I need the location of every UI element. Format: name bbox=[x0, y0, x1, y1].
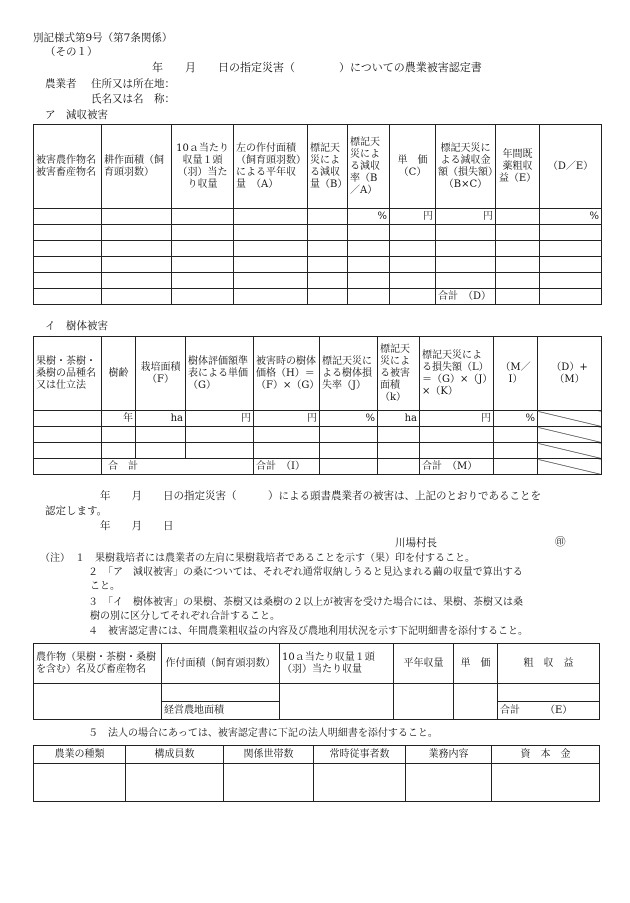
form-number: 別記様式第9号（第7条関係） bbox=[33, 32, 173, 44]
header-row bbox=[34, 125, 602, 209]
corporation-detail-table bbox=[33, 745, 600, 802]
total-label: 合 計 bbox=[102, 459, 254, 475]
header-cell: 構成員数 bbox=[126, 746, 224, 764]
total-row bbox=[34, 289, 602, 305]
header-cell: 業務内容 bbox=[406, 746, 492, 764]
header-cell: 農作物（果樹・茶樹・桑樹を含む）名及び畜産物名 bbox=[34, 644, 162, 684]
address-label: 住所又は所在地： bbox=[91, 78, 175, 90]
unit-cell: % bbox=[320, 411, 378, 427]
notes-label: （注） bbox=[40, 553, 70, 564]
header-cell: 標記天災による損失額（L）＝（G）×（J）×（K） bbox=[420, 337, 494, 411]
header-cell: 果樹・茶樹・桑樹の品種名又は仕立法 bbox=[34, 337, 102, 411]
unit-cell: 円 bbox=[254, 411, 320, 427]
farmland-area-label: 経営農地面積 bbox=[162, 702, 280, 720]
farmer-label: 農業者 bbox=[45, 78, 77, 90]
note-4: ４ 被害認定書には、年間農業粗収益の内容及び農地利用状況を示す下記明細書を添付すること。 bbox=[88, 626, 528, 637]
header-row bbox=[34, 337, 602, 411]
header-row bbox=[34, 644, 600, 684]
header-cell: 農業の種類 bbox=[34, 746, 126, 764]
note-2-cont: こと。 bbox=[90, 581, 120, 592]
seal-mark: ㊞ bbox=[555, 536, 566, 548]
unit-cell: 円 bbox=[186, 411, 254, 427]
header-cell: 資 本 金 bbox=[492, 746, 600, 764]
header-cell: 被害時の樹体価格（H）＝（F）×（G） bbox=[254, 337, 320, 411]
header-cell: （D／E） bbox=[540, 125, 602, 209]
header-cell: 作付面積（飼育頭羽数） bbox=[162, 644, 280, 684]
header-cell: 単 価（C） bbox=[390, 125, 436, 209]
unit-cell: 円 bbox=[390, 209, 436, 225]
note-3-cont: 樹の別に区分してそれぞれ合計すること。 bbox=[90, 611, 280, 622]
header-cell: （D）+（M） bbox=[538, 337, 602, 411]
header-cell: 平年収量 bbox=[394, 644, 454, 684]
header-cell: 被害農作物名被害畜産物名 bbox=[34, 125, 102, 209]
income-detail-table bbox=[33, 643, 600, 720]
table-row bbox=[34, 427, 602, 443]
diagonal-cell bbox=[538, 443, 602, 459]
table-row bbox=[34, 273, 602, 289]
note-1: １ 果樹栽培者には農業者の左肩に果樹栽培者であることを示す（果）印を付すること。 bbox=[75, 553, 475, 564]
diagonal-cell bbox=[538, 427, 602, 443]
unit-cell: ha bbox=[136, 411, 186, 427]
header-cell: 常時従事者数 bbox=[314, 746, 406, 764]
unit-cell: 円 bbox=[436, 209, 496, 225]
total-row bbox=[34, 459, 602, 475]
header-cell: 単 価 bbox=[454, 644, 498, 684]
header-row bbox=[34, 746, 600, 764]
total-i-label: 合計 （I） bbox=[254, 459, 320, 475]
header-cell: 粗 収 益 bbox=[498, 644, 600, 684]
tree-damage-table bbox=[33, 336, 602, 475]
unit-cell: 円 bbox=[420, 411, 494, 427]
table-row bbox=[34, 257, 602, 273]
header-cell: 標記天災による減収率（B／A） bbox=[348, 125, 390, 209]
total-e-label: 合計 （E） bbox=[498, 702, 600, 720]
header-cell: （M／I） bbox=[494, 337, 538, 411]
header-cell: 関係世帯数 bbox=[224, 746, 314, 764]
section-a-title: ア 減収被害 bbox=[45, 109, 108, 121]
unit-cell: % bbox=[540, 209, 602, 225]
yield-damage-table bbox=[33, 124, 602, 305]
header-cell: 標記天災による減収金額（損失額）（B×C） bbox=[436, 125, 496, 209]
header-cell: 栽培面積（F） bbox=[136, 337, 186, 411]
table-row bbox=[34, 684, 600, 702]
unit-cell: ha bbox=[378, 411, 420, 427]
note-5: ５ 法人の場合にあっては、被害認定書に下記の法人明細書を添付すること。 bbox=[88, 728, 438, 739]
section-i-title: イ 樹体被害 bbox=[45, 320, 108, 332]
header-cell: 標記天災による減収量（B） bbox=[308, 125, 348, 209]
header-cell: 耕作面積（飼育頭羽数） bbox=[102, 125, 172, 209]
header-cell: 年間既薬粗収益（E） bbox=[496, 125, 540, 209]
header-cell: 標記天災による樹体損失率（J） bbox=[320, 337, 378, 411]
table-row bbox=[34, 764, 600, 802]
certification-line-1: 年 月 日の指定災害（ ）による頭書農業者の被害は、上記のとおりであることを bbox=[100, 490, 541, 502]
note-3: ３ 「イ 樹体被害」の果樹、茶樹又は桑樹の２以上が被害を受けた場合には、果樹、茶樹又は桑 bbox=[88, 597, 523, 608]
table-row bbox=[34, 241, 602, 257]
form-part: （その１） bbox=[45, 46, 98, 58]
header-cell: 10ａ当たり収量１頭（羽）当たり収量 bbox=[172, 125, 234, 209]
signer-title: 川場村長 bbox=[395, 537, 437, 549]
unit-row bbox=[34, 411, 602, 427]
note-2: ２ 「ア 減収被害」の桑については、それぞれ通常収納しうると見込まれる繭の収量で算出する bbox=[88, 567, 523, 578]
certification-line-2: 認定します。 bbox=[45, 505, 108, 517]
unit-cell: % bbox=[348, 209, 390, 225]
diagonal-cell bbox=[538, 411, 602, 427]
header-cell: 樹齢 bbox=[102, 337, 136, 411]
header-cell: 標記天災による被害面積（k） bbox=[378, 337, 420, 411]
unit-row bbox=[34, 209, 602, 225]
table-row bbox=[34, 225, 602, 241]
total-m-label: 合計 （M） bbox=[420, 459, 494, 475]
diagonal-cell bbox=[538, 459, 602, 475]
header-cell: 左の作付面積（飼育頭羽数）による平年収量 （A） bbox=[234, 125, 308, 209]
header-cell: 樹体評価額準表による単価 （G） bbox=[186, 337, 254, 411]
total-d-label: 合計 （D） bbox=[436, 289, 496, 305]
certification-date: 年 月 日 bbox=[100, 520, 174, 532]
table-row bbox=[34, 443, 602, 459]
header-cell: 10ａ当たり収量１頭（羽）当たり収量 bbox=[280, 644, 394, 684]
document-title: 年 月 日の指定災害（ ）についての農業被害認定書 bbox=[152, 61, 482, 74]
unit-cell: 年 bbox=[102, 411, 136, 427]
name-label: 氏名又は名 称： bbox=[91, 93, 175, 105]
unit-cell: % bbox=[494, 411, 538, 427]
